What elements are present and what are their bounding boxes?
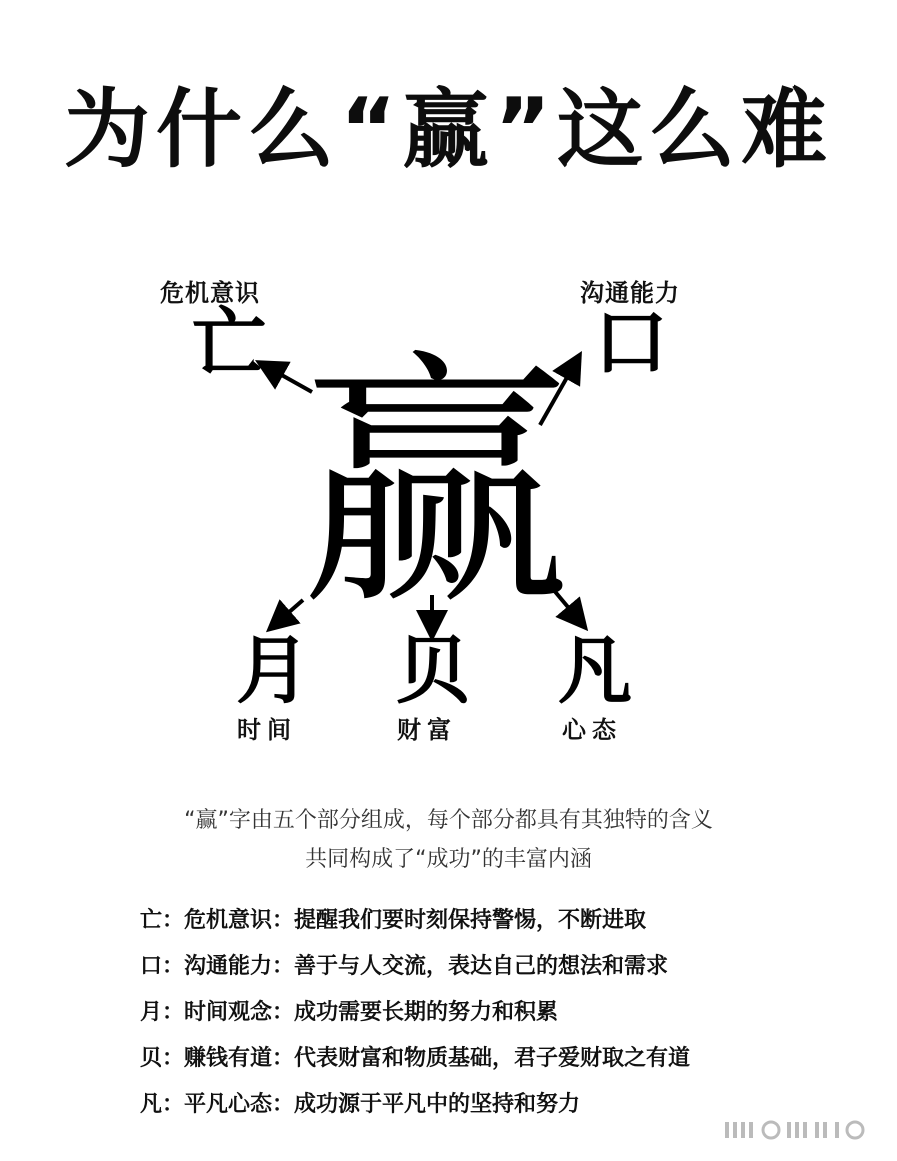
definition-fan: 凡：平凡心态：成功源于平凡中的坚持和努力: [140, 1092, 581, 1117]
component-wang: 亡: [192, 300, 266, 386]
label-wang: 危机意识: [160, 279, 260, 307]
component-kou: 口: [594, 300, 668, 386]
definition-bei: 贝：赚钱有道：代表财富和物质基础，君子爱财取之有道: [140, 1046, 691, 1071]
main-character: 赢: [300, 327, 570, 642]
page-title: 为什么“赢”这么难: [63, 80, 834, 180]
component-yue: 月: [236, 628, 310, 714]
definition-wang: 亡：危机意识：提醒我们要时刻保持警惕，不断进取: [140, 908, 647, 933]
watermark-logo: [725, 1119, 875, 1141]
label-fan: 心态: [562, 716, 622, 744]
definition-yue: 月：时间观念：成功需要长期的努力和积累: [140, 1000, 559, 1025]
label-bei: 财富: [397, 716, 457, 744]
component-fan: 凡: [558, 628, 632, 714]
definition-kou: 口：沟通能力：善于与人交流，表达自己的想法和需求: [140, 954, 669, 979]
label-yue: 时间: [237, 716, 297, 744]
intro-line-1: “赢”字由五个部分组成，每个部分都具有其独特的含义: [184, 808, 713, 833]
definition-list: [140, 898, 690, 1128]
arrow-yue: [272, 600, 303, 627]
intro-line-2: 共同构成了“成功”的丰富内涵: [305, 847, 592, 872]
label-kou: 沟通能力: [580, 279, 680, 307]
component-bei: 贝: [396, 628, 470, 714]
